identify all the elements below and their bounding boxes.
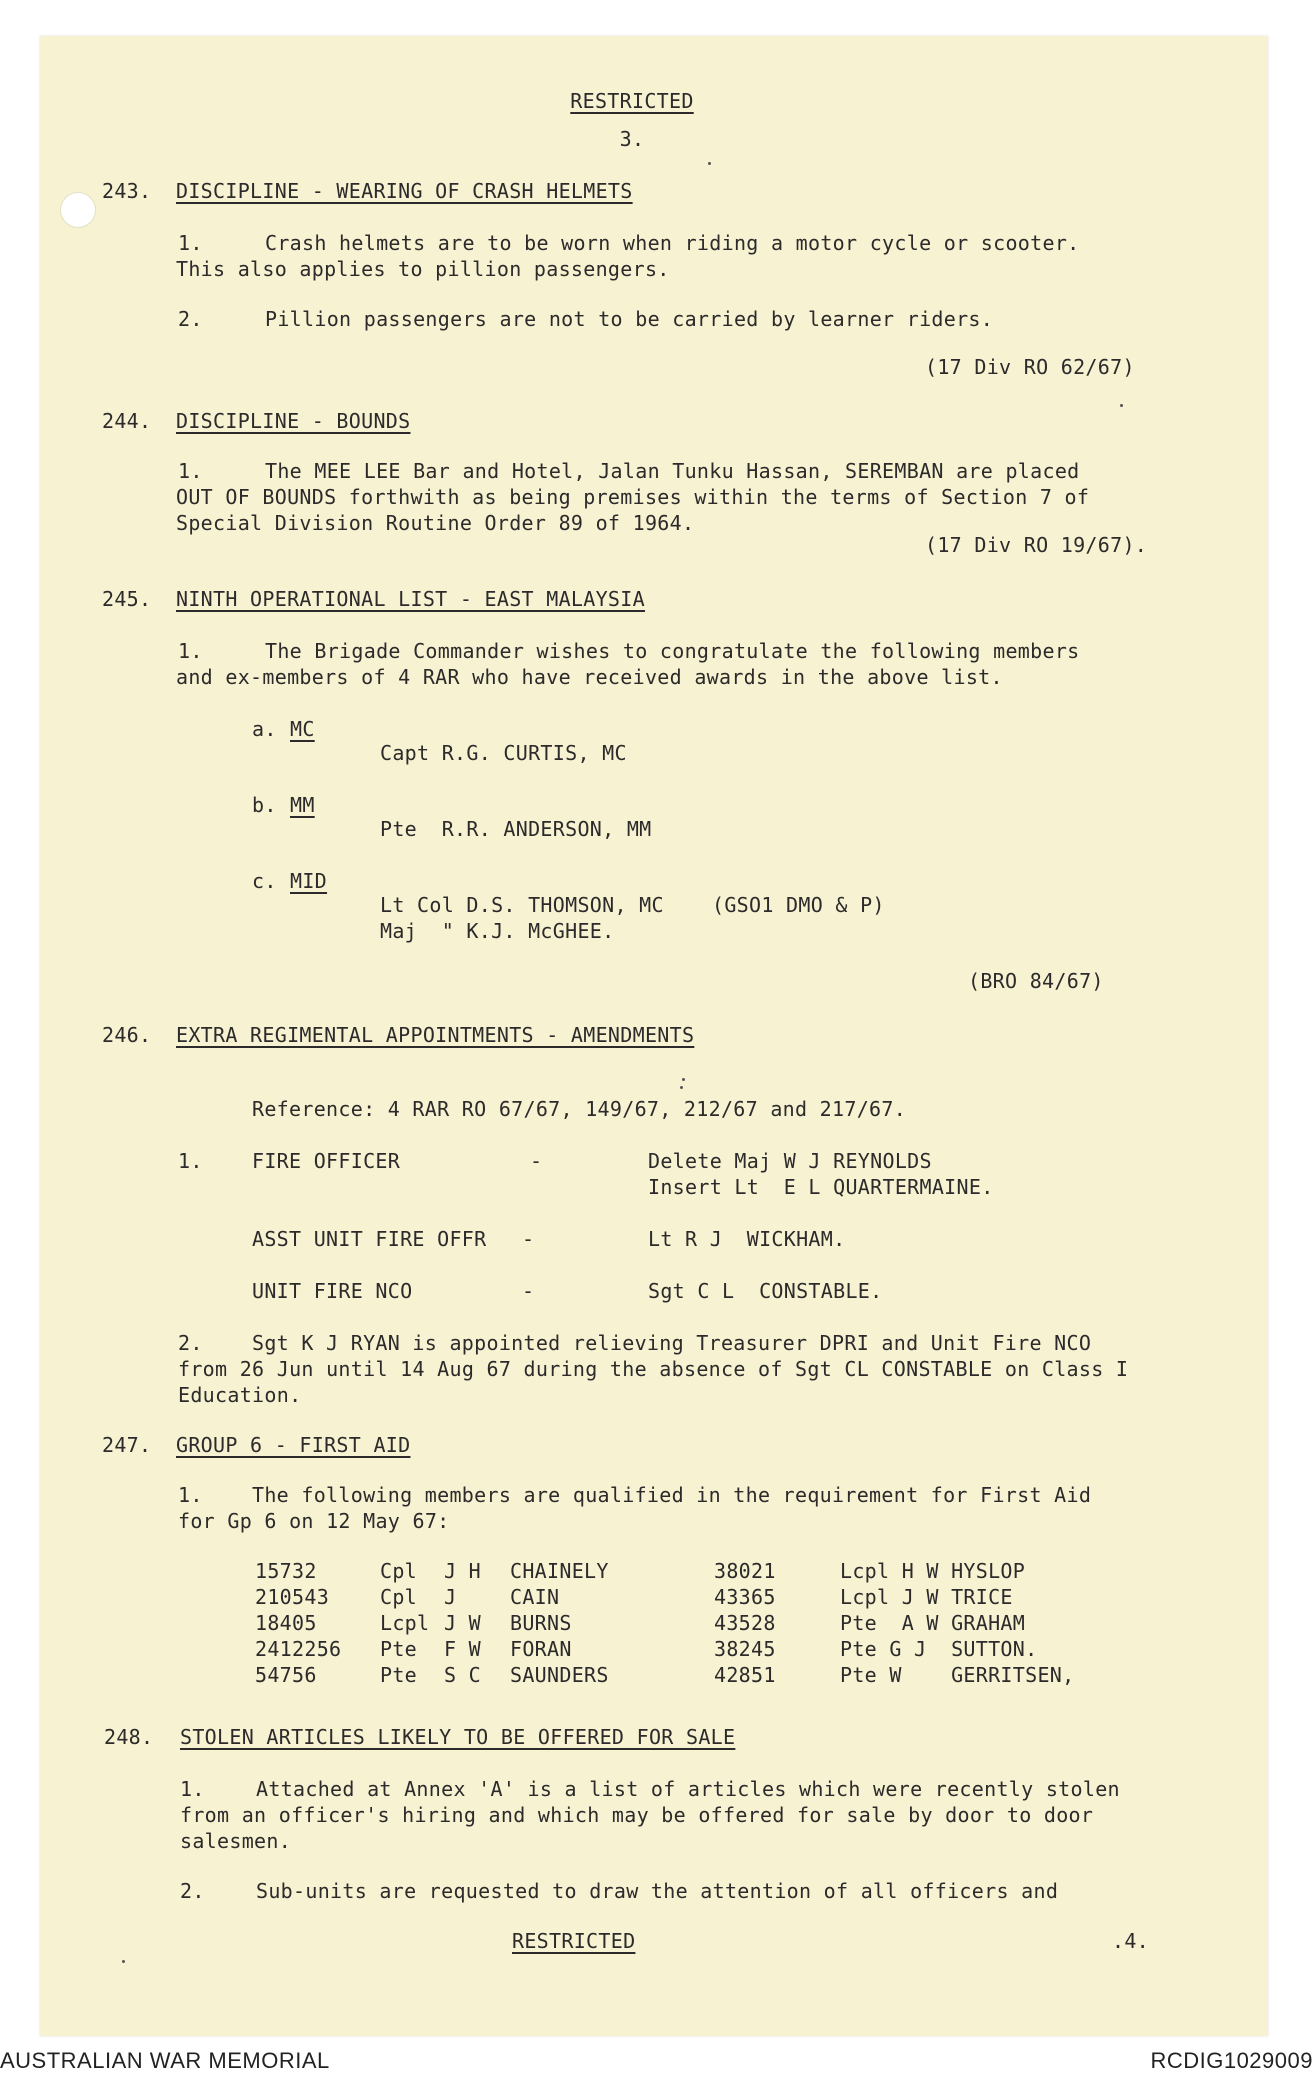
surname: CHAINELY	[510, 1559, 609, 1583]
appointment-note: (GSO1 DMO & P)	[712, 893, 885, 917]
reference-note: (BRO 84/67)	[968, 969, 1104, 993]
service-number: 210543	[255, 1585, 330, 1609]
para-number: 1.	[180, 1777, 205, 1801]
member: Pte A W GRAHAM	[840, 1611, 1026, 1635]
surname: FORAN	[510, 1637, 572, 1661]
archive-institution: AUSTRALIAN WAR MEMORIAL	[0, 2048, 330, 2073]
award-recipient: Lt Col D.S. THOMSON, MC	[380, 893, 664, 917]
service-number: 2412256	[255, 1637, 342, 1661]
award-recipient: Maj " K.J. McGHEE.	[380, 919, 615, 943]
dash: -	[522, 1279, 535, 1303]
service-number: 43365	[714, 1585, 776, 1609]
reference-line: Reference: 4 RAR RO 67/67, 149/67, 212/67 and 217/67.	[252, 1097, 907, 1121]
sub-label: c.	[252, 869, 277, 893]
para-number: 2.	[178, 1331, 203, 1355]
service-number: 54756	[255, 1663, 317, 1687]
classification-header: RESTRICTED	[570, 89, 694, 113]
initials: J	[444, 1585, 457, 1609]
reference-note: (17 Div RO 19/67).	[925, 533, 1148, 557]
section-number: 245.	[102, 587, 152, 611]
appointment-value: Delete Maj W J REYNOLDS	[648, 1149, 932, 1173]
archive-catalogue-number: RCDIG1029009	[1150, 2048, 1313, 2073]
surname: BURNS	[510, 1611, 572, 1635]
award-recipient: Pte R.R. ANDERSON, MM	[380, 817, 652, 841]
para-text: The following members are qualified in the requirement for First Aid	[252, 1483, 1092, 1507]
speck	[708, 162, 711, 165]
para-number: 1.	[178, 1483, 203, 1507]
sub-label: b.	[252, 793, 277, 817]
speck	[122, 1960, 125, 1963]
initials: J W	[444, 1611, 482, 1635]
service-number: 42851	[714, 1663, 776, 1687]
section-number: 247.	[102, 1433, 152, 1457]
service-number: 18405	[255, 1611, 317, 1635]
rank: Cpl	[380, 1559, 418, 1583]
para-text: Attached at Annex 'A' is a list of articles which were recently stolen	[256, 1777, 1120, 1801]
appointment-value: Lt R J WICKHAM.	[648, 1227, 846, 1251]
para-number: 1.	[178, 231, 203, 255]
rank: Pte	[380, 1663, 418, 1687]
para-number: 2.	[180, 1879, 205, 1903]
section-number: 248.	[104, 1725, 154, 1749]
rank: Pte	[380, 1637, 418, 1661]
para-text: Sgt K J RYAN is appointed relieving Treasurer DPRI and Unit Fire NCO	[252, 1331, 1092, 1355]
section-title: NINTH OPERATIONAL LIST - EAST MALAYSIA	[176, 587, 645, 611]
para-text: OUT OF BOUNDS forthwith as being premises within the terms of Section 7 of	[176, 485, 1090, 509]
next-page-marker: .4.	[1112, 1929, 1150, 1953]
service-number: 38245	[714, 1637, 776, 1661]
dash: -	[522, 1227, 535, 1251]
para-text: The Brigade Commander wishes to congratulate the following members	[265, 639, 1080, 663]
para-text: salesmen.	[180, 1829, 292, 1853]
dash: -	[530, 1149, 543, 1173]
section-title: STOLEN ARTICLES LIKELY TO BE OFFERED FOR SALE	[180, 1725, 736, 1749]
para-text: Crash helmets are to be worn when riding a motor cycle or scooter.	[265, 231, 1080, 255]
para-text: Pillion passengers are not to be carried by learner riders.	[265, 307, 994, 331]
member: Pte W GERRITSEN,	[840, 1663, 1075, 1687]
section-title: EXTRA REGIMENTAL APPOINTMENTS - AMENDMENTS	[176, 1023, 695, 1047]
appointment-value: Sgt C L CONSTABLE.	[648, 1279, 883, 1303]
para-text: Education.	[178, 1383, 302, 1407]
surname: CAIN	[510, 1585, 560, 1609]
service-number: 15732	[255, 1559, 317, 1583]
member: Pte G J SUTTON.	[840, 1637, 1038, 1661]
classification-footer: RESTRICTED	[512, 1929, 636, 1953]
service-number: 38021	[714, 1559, 776, 1583]
initials: S C	[444, 1663, 482, 1687]
section-number: 243.	[102, 179, 152, 203]
member: Lcpl H W HYSLOP	[840, 1559, 1026, 1583]
section-title: DISCIPLINE - WEARING OF CRASH HELMETS	[176, 179, 633, 203]
member: Lcpl J W TRICE	[840, 1585, 1013, 1609]
award-title: MC	[290, 717, 315, 741]
sub-label: a.	[252, 717, 277, 741]
speck	[682, 1078, 685, 1081]
para-text: for Gp 6 on 12 May 67:	[178, 1509, 450, 1533]
page-number: 3.	[619, 127, 645, 151]
para-number: 1.	[178, 639, 203, 663]
service-number: 43528	[714, 1611, 776, 1635]
para-text: Sub-units are requested to draw the attention of all officers and	[256, 1879, 1059, 1903]
para-text: from 26 Jun until 14 Aug 67 during the absence of Sgt CL CONSTABLE on Class I	[178, 1357, 1129, 1381]
reference-note: (17 Div RO 62/67)	[925, 355, 1135, 379]
para-text: from an officer's hiring and which may be offered for sale by door to door	[180, 1803, 1094, 1827]
section-number: 246.	[102, 1023, 152, 1047]
rank: Cpl	[380, 1585, 418, 1609]
speck	[1120, 404, 1123, 407]
award-recipient: Capt R.G. CURTIS, MC	[380, 741, 627, 765]
section-title: DISCIPLINE - BOUNDS	[176, 409, 411, 433]
para-number: 1.	[178, 459, 203, 483]
punch-hole	[60, 192, 96, 228]
section-title: GROUP 6 - FIRST AID	[176, 1433, 411, 1457]
section-number: 244.	[102, 409, 152, 433]
para-text: The MEE LEE Bar and Hotel, Jalan Tunku Hassan, SEREMBAN are placed	[265, 459, 1080, 483]
speck	[680, 1086, 683, 1089]
appointment-label: UNIT FIRE NCO	[252, 1279, 413, 1303]
para-text: This also applies to pillion passengers.	[176, 257, 670, 281]
award-title: MM	[290, 793, 315, 817]
para-number: 1.	[178, 1149, 203, 1173]
surname: SAUNDERS	[510, 1663, 609, 1687]
appointment-label: ASST UNIT FIRE OFFR	[252, 1227, 487, 1251]
award-title: MID	[290, 869, 328, 893]
rank: Lcpl	[380, 1611, 430, 1635]
para-text: and ex-members of 4 RAR who have received awards in the above list.	[176, 665, 1003, 689]
initials: F W	[444, 1637, 482, 1661]
para-text: Special Division Routine Order 89 of 1964.	[176, 511, 695, 535]
para-number: 2.	[178, 307, 203, 331]
appointment-value: Insert Lt E L QUARTERMAINE.	[648, 1175, 994, 1199]
appointment-label: FIRE OFFICER	[252, 1149, 401, 1173]
initials: J H	[444, 1559, 482, 1583]
